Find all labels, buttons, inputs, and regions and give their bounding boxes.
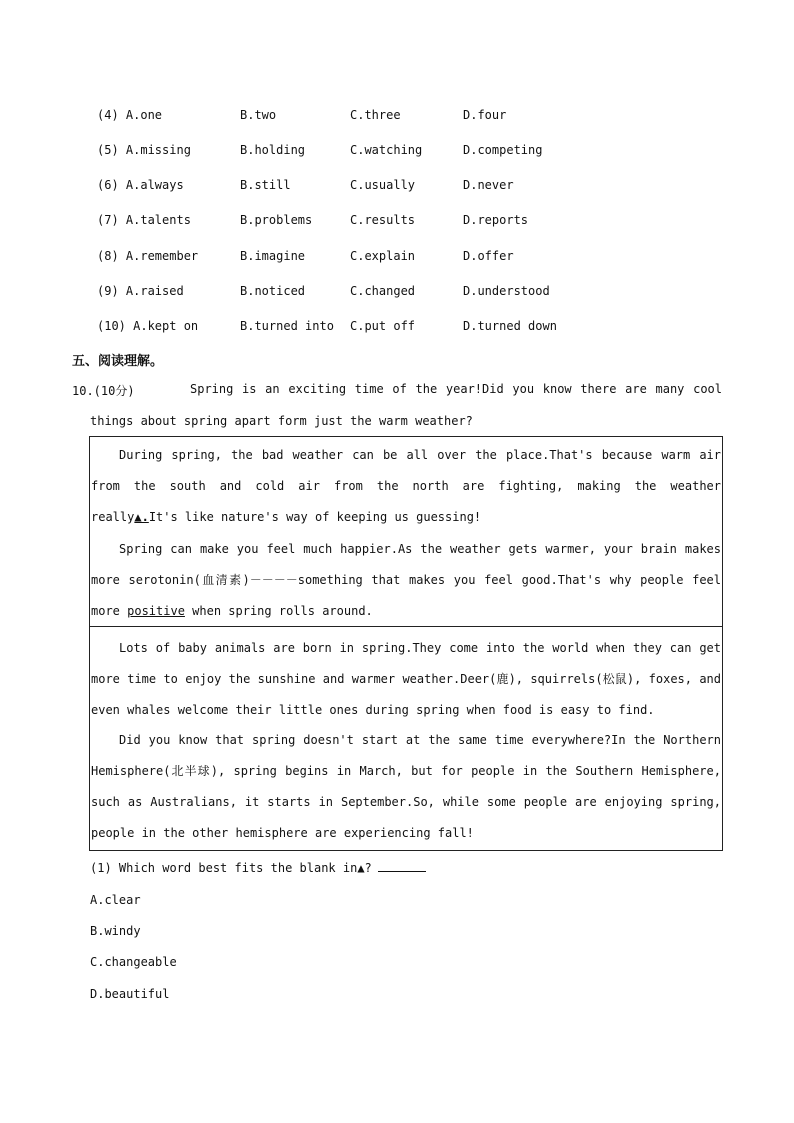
blank-marker: ▲.: [134, 510, 149, 524]
choice-d: D.turned down: [463, 319, 557, 333]
option-b[interactable]: B.windy: [90, 924, 141, 938]
choice-row: [0, 108, 794, 128]
underlined-word: positive: [127, 604, 185, 618]
option-d[interactable]: D.beautiful: [90, 987, 170, 1001]
subquestion: [90, 859, 426, 875]
passage-paragraph: [91, 440, 721, 533]
choice-row: [0, 143, 794, 163]
choice-d: D.competing: [463, 143, 543, 157]
choice-a: (8) A.remember: [97, 249, 199, 263]
choice-c: C.changed: [350, 284, 416, 298]
choice-d: D.understood: [463, 284, 550, 298]
choice-a: (4) A.one: [97, 108, 163, 122]
choice-b: B.turned into: [240, 319, 334, 333]
choice-c: C.usually: [350, 178, 416, 192]
passage-box-1: [89, 436, 723, 627]
subquestion-text: (1) Which word best fits the blank in: [90, 861, 358, 875]
paragraph-text: Spring can make you feel much happier.As the weather gets warmer, your brain makes more serotonin(血清素)－－－－something that makes you feel good.That's why people feel more: [91, 542, 721, 618]
passage-paragraph: Lots of baby animals are born in spring.They come into the world when they can get more time to enjoy the sunshine and warmer weather.Deer(鹿), squirrels(松鼠), foxes, and even whales welcome their little ones during spring when food is easy to find.: [91, 641, 721, 717]
question-intro-line1: Spring is an exciting time of the year!Did you know there are many cool: [190, 382, 722, 396]
paragraph-text: when spring rolls around.: [184, 604, 373, 618]
section-heading: 五、阅读理解。: [72, 354, 164, 369]
paragraph-text: During spring, the bad weather can be all over the place.That's because warm air from the south and cold air from the north are fighting, making the weather really: [91, 448, 721, 524]
choice-b: B.imagine: [240, 249, 306, 263]
choice-b: B.problems: [240, 213, 313, 227]
option-a[interactable]: A.clear: [90, 893, 141, 907]
subquestion-text: ?: [364, 861, 372, 875]
choice-a: (6) A.always: [97, 178, 184, 192]
passage-paragraph: [91, 534, 721, 627]
choice-row: [0, 249, 794, 269]
question-intro-line2: things about spring apart form just the warm weather?: [90, 414, 473, 428]
choice-c: C.results: [350, 213, 416, 227]
choice-a: (10) A.kept on: [97, 319, 199, 333]
choice-a: (7) A.talents: [97, 213, 191, 227]
choice-c: C.three: [350, 108, 401, 122]
choice-b: B.still: [240, 178, 291, 192]
choice-d: D.offer: [463, 249, 514, 263]
choice-d: D.never: [463, 178, 514, 192]
choice-d: D.reports: [463, 213, 529, 227]
answer-blank[interactable]: [378, 859, 426, 872]
choice-b: B.noticed: [240, 284, 306, 298]
option-c[interactable]: C.changeable: [90, 955, 177, 969]
passage-paragraph: Did you know that spring doesn't start at the same time everywhere?In the Northern Hemisphere(北半球), spring begins in March, but for people in the Southern Hemisphere, such as Australians, it starts in September.So, while some people are enjoying spring, people in the other hemisphere are experiencing fall!: [91, 733, 721, 840]
blank-marker: ▲: [357, 861, 365, 875]
choice-c: C.put off: [350, 319, 416, 333]
choice-row: [0, 213, 794, 233]
choice-b: B.two: [240, 108, 277, 122]
choice-row: [0, 178, 794, 198]
choice-c: C.watching: [350, 143, 423, 157]
choice-row: [0, 319, 794, 339]
question-number: 10.(10分): [72, 384, 135, 398]
choice-row: [0, 284, 794, 304]
choice-b: B.holding: [240, 143, 306, 157]
choice-c: C.explain: [350, 249, 416, 263]
passage-box-2: [89, 626, 723, 851]
choice-a: (5) A.missing: [97, 143, 191, 157]
choice-a: (9) A.raised: [97, 284, 184, 298]
choice-d: D.four: [463, 108, 507, 122]
paragraph-text: It's like nature's way of keeping us guessing!: [148, 510, 482, 524]
